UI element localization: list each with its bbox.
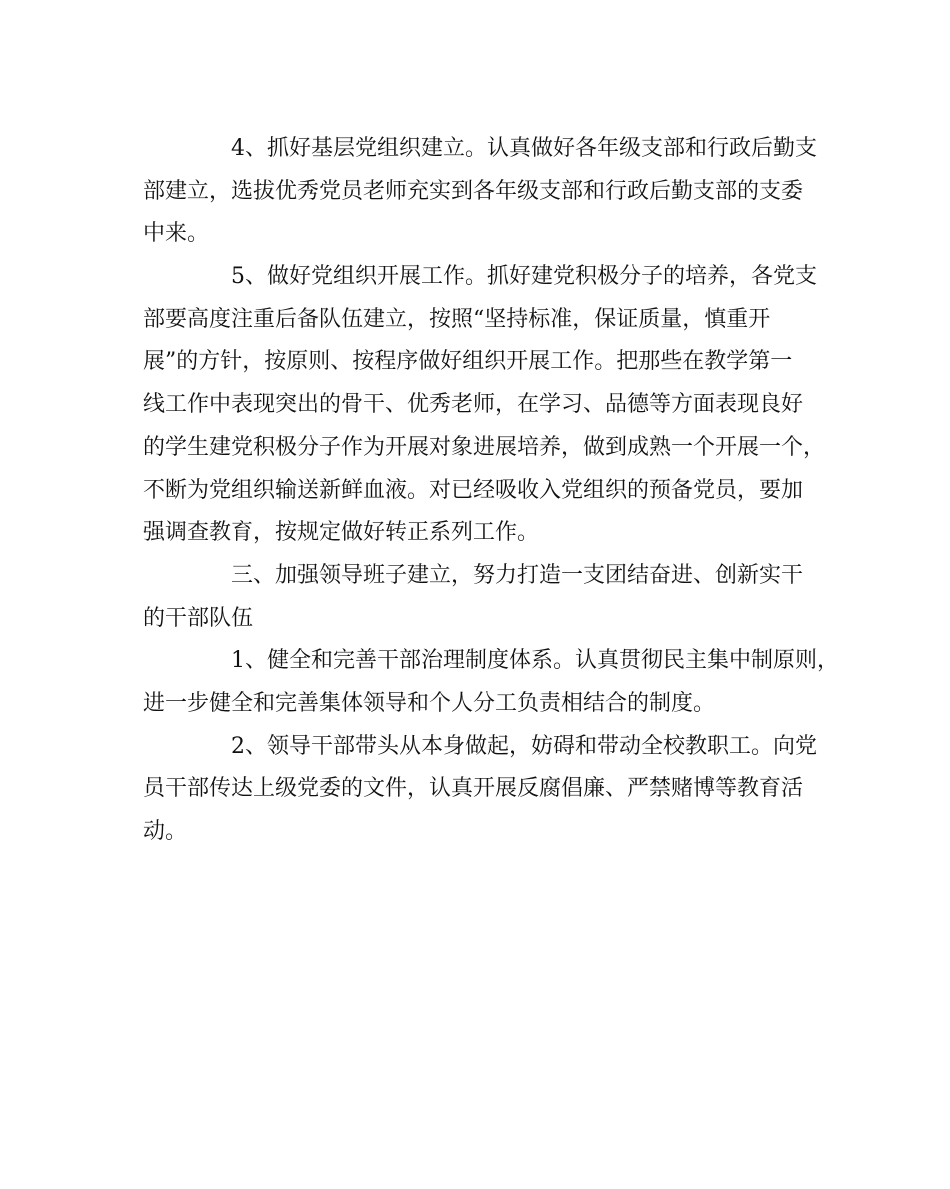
paragraph-line: 展”的方针，按原则、按程序做好组织开展工作。把那些在教学第一: [143, 349, 793, 375]
paragraph-line: 动。: [143, 819, 188, 844]
paragraph-line: 2、领导干部带头从本身做起，妨碍和带动全校教职工。向党: [231, 733, 817, 759]
section-heading-leadership: [143, 555, 815, 640]
paragraph-party-development: [143, 256, 826, 555]
paragraph-line: 1、健全和完善干部治理制度体系。认真贯彻民主集中制原则，: [231, 648, 839, 674]
paragraph-branch-building: [143, 128, 815, 256]
paragraph-line: 员干部传达上级党委的文件，认真开展反腐倡廉、严禁赌博等教育活: [143, 776, 804, 802]
paragraph-line: 中来。: [143, 221, 210, 247]
paragraph-line: 5、做好党组织开展工作。抓好建党积极分子的培养，各党支: [231, 264, 817, 290]
paragraph-line: 强调查教育，按规定做好转正系列工作。: [143, 520, 540, 546]
paragraph-management-system: [143, 640, 839, 725]
paragraph-line: 部要高度注重后备队伍建立，按照“坚持标准，保证质量，慎重开: [143, 306, 771, 332]
section-heading-line: 三、加强领导班子建立，努力打造一支团结奋进、创新实干: [231, 562, 804, 588]
paragraph-line: 线工作中表现突出的骨干、优秀老师，在学习、品德等方面表现良好: [143, 392, 804, 418]
document-body: [143, 128, 839, 854]
section-heading-line: 的干部队伍: [143, 605, 254, 631]
paragraph-line: 的学生建党积极分子作为开展对象进展培养，做到成熟一个开展一个，: [143, 434, 826, 460]
paragraph-line: 部建立，选拔优秀党员老师充实到各年级支部和行政后勤支部的支委: [143, 178, 804, 204]
paragraph-line: 进一步健全和完善集体领导和个人分工负责相结合的制度。: [143, 690, 716, 716]
paragraph-line: 4、抓好基层党组织建立。认真做好各年级支部和行政后勤支: [231, 136, 817, 161]
paragraph-line: 不断为党组织输送新鲜血液。对已经吸收入党组织的预备党员，要加: [143, 477, 804, 503]
paragraph-leaders-example: [143, 726, 815, 854]
